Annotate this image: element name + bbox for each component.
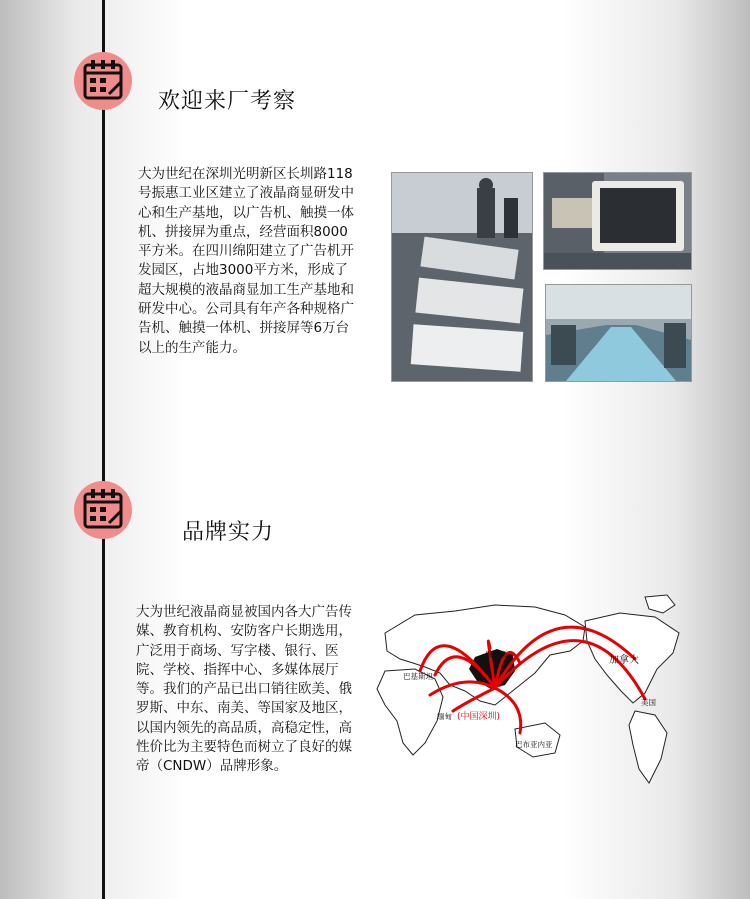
section-title-visit: 欢迎来厂考察 [158, 89, 297, 114]
map-label-usa: 美国 [641, 698, 656, 707]
section-body-brand: 大为世纪液晶商显被国内各大广告传媒、教育机构、安防客户长期选用，广泛用于商场、写字楼、银行、医院、学校、指挥中心、多媒体展厅等。我们的产品已出口销往欧美、俄罗斯、中东、南美、等国家及地区，以国内领先的高品质，高稳定性，高性价比为主要特色而树立了良好的媒帝（CNDW）品牌形象。 [136, 604, 352, 775]
map-label-indonesia: 巴布亚内亚 [515, 740, 553, 749]
map-africa [377, 669, 443, 755]
map-label-myanmar: 缅甸 [437, 712, 452, 721]
map-label-china: (中国深圳) [457, 712, 501, 722]
map-label-canada: 加拿大 [609, 655, 639, 666]
factory-photo-assembly [391, 172, 533, 382]
section-body-visit: 大为世纪在深圳光明新区长圳路118号振惠工业区建立了液晶商显研发中心和生产基地，以广告机、触摸一体机、拼接屏为重点，经营面积8000平方米。在四川绵阳建立了广告机开发园区，占地3000平方米，形成了超大规模的液晶商显加工生产基地和研发中心。公司具有年产各种规格广告机、触摸一体机、拼接屏等6万台以上的生产能力。 [138, 166, 354, 356]
timeline-line-bottom [102, 405, 105, 899]
map-label-russia: 俄罗斯 [485, 650, 508, 659]
factory-photo-monitors [543, 172, 692, 270]
export-world-map [345, 593, 685, 793]
section-title-brand: 品牌实力 [182, 520, 275, 545]
calendar-icon [81, 58, 125, 102]
calendar-icon [81, 487, 125, 531]
map-label-pakistan: 巴基斯坦 [403, 672, 433, 681]
map-south-america [629, 711, 667, 783]
factory-photo-workshop [545, 284, 692, 382]
map-greenland [645, 595, 675, 613]
calendar-badge-2 [74, 481, 132, 539]
calendar-badge-1 [74, 52, 132, 110]
